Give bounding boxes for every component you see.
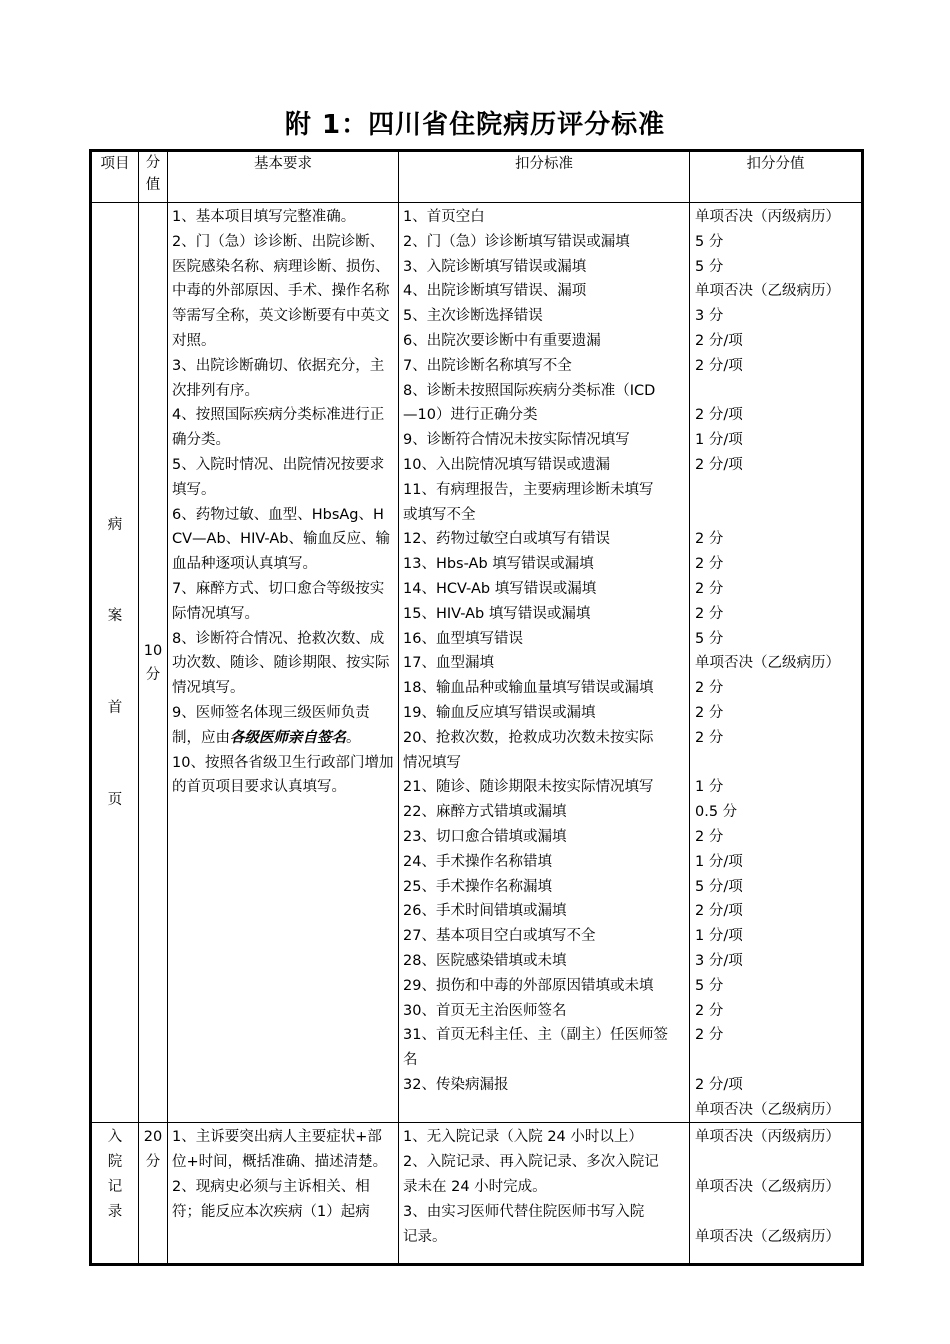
header-score-line2: 值 — [145, 177, 161, 193]
deduction-line: —10）进行正确分类 — [403, 407, 538, 424]
points-line — [695, 379, 857, 404]
points-line: 5 分 — [695, 977, 724, 994]
scoring-table — [89, 149, 864, 1266]
points-line: 2 分/项 — [695, 903, 743, 920]
deduction-line: 录未在 24 小时完成。 — [403, 1179, 547, 1196]
deduction-line: 30、首页无主治医师签名 — [403, 1002, 567, 1019]
category-char: 案 — [107, 608, 123, 625]
requirement-item — [172, 503, 394, 577]
deduction-line: 9、诊断符合情况未按实际情况填写 — [403, 432, 630, 449]
points-line: 3 分/项 — [695, 952, 743, 969]
deduction-line: 16、血型填写错误 — [403, 630, 523, 647]
deduction-line: 25、手术操作名称漏填 — [403, 878, 552, 895]
header-score — [139, 151, 168, 203]
requirement-text-end: 。 — [346, 729, 361, 746]
points-line: 2 分 — [695, 828, 724, 845]
deduction-line: 3、入院诊断填写错误或漏填 — [403, 258, 587, 275]
deduction-line: 14、HCV-Ab 填写错误或漏填 — [403, 580, 597, 597]
requirement-item: 2、现病史必须与主诉相关、相符；能反应本次疾病（1）起病 — [172, 1179, 370, 1220]
category-char: 入 — [107, 1129, 123, 1146]
table-row-admission-record — [91, 1123, 863, 1265]
deduction-line: 17、血型漏填 — [403, 655, 494, 672]
deduction-line: 名 — [403, 1052, 418, 1069]
header-deduction-criteria: 扣分标准 — [399, 151, 690, 203]
points-line: 1 分 — [695, 779, 724, 796]
deduction-line: 27、基本项目空白或填写不全 — [403, 928, 596, 945]
requirement-item: 1、主诉要突出病人主要症状+部位+时间，概括准确、描述清楚。 — [172, 1129, 388, 1171]
score-unit: 分 — [145, 1154, 161, 1171]
deduction-line: 情况填写 — [403, 754, 461, 771]
points-line: 5 分 — [695, 233, 724, 250]
requirement-text: 6、药物过敏、血型、HbsAg、HCV—Ab、HIV-Ab、输血反应、输血品种逐项认真填写。 — [172, 506, 390, 573]
points-line: 2 分 — [695, 729, 724, 746]
requirement-item — [172, 230, 394, 354]
deduction-line: 31、首页无科主任、主（副主）任医师签 — [403, 1027, 668, 1044]
deduction-line: 23、切口愈合错填或漏填 — [403, 828, 567, 845]
deduction-line: 28、医院感染错填或未填 — [403, 952, 567, 969]
points-line: 单项否决（乙级病历） — [695, 283, 840, 300]
score-front-page — [139, 203, 168, 1123]
points-line — [695, 1200, 857, 1225]
points-admission-record — [690, 1123, 863, 1265]
points-line: 5 分/项 — [695, 878, 743, 895]
requirement-item — [172, 403, 394, 453]
points-line — [695, 1150, 857, 1175]
header-score-line1: 分 — [145, 155, 161, 171]
deduction-line: 22、麻醉方式错填或漏填 — [403, 804, 567, 821]
requirement-text: 3、出院诊断确切、依据充分，主次排列有序。 — [172, 357, 385, 399]
points-line — [695, 1048, 857, 1073]
category-admission-record — [91, 1123, 139, 1265]
header-deduction-points: 扣分分值 — [690, 151, 863, 203]
points-line: 2 分 — [695, 704, 724, 721]
deduction-line: 1、首页空白 — [403, 209, 485, 225]
requirement-item — [172, 701, 394, 751]
deduction-line: 2、入院记录、再入院记录、多次入院记 — [403, 1154, 659, 1171]
points-line: 2 分 — [695, 680, 724, 697]
points-line: 2 分 — [695, 580, 724, 597]
requirement-item — [172, 751, 394, 801]
score-value: 20 — [143, 1129, 163, 1146]
category-front-page — [91, 203, 139, 1123]
points-line: 单项否决（乙级病历） — [695, 1228, 840, 1245]
points-line: 2 分/项 — [695, 456, 743, 473]
points-line: 单项否决（乙级病历） — [695, 1101, 840, 1118]
points-front-page — [690, 203, 863, 1123]
requirement-item — [172, 205, 394, 230]
requirement-text: 4、按照国际疾病分类标准进行正确分类。 — [172, 407, 385, 449]
deduction-line: 或填写不全 — [403, 506, 476, 523]
requirement-text: 5、入院时情况、出院情况按要求填写。 — [172, 456, 385, 498]
requirement-text: 9、医师签名体现三级医师负责制，应由 — [172, 704, 370, 746]
deduction-line: 12、药物过敏空白或填写有错误 — [403, 531, 610, 548]
page-title: 附 1：四川省住院病历评分标准 — [284, 110, 666, 140]
requirement-text: 8、诊断符合情况、抢救次数、成功次数、随诊、随诊期限、按实际情况填写。 — [172, 630, 390, 697]
deduction-line: 11、有病理报告，主要病理诊断未填写 — [403, 481, 654, 498]
requirement-item — [172, 577, 394, 627]
points-line: 2 分 — [695, 531, 724, 548]
points-line: 2 分/项 — [695, 407, 743, 424]
category-char: 录 — [107, 1203, 123, 1220]
points-line — [695, 503, 857, 528]
requirement-item — [172, 627, 394, 701]
points-line: 2 分/项 — [695, 357, 743, 374]
score-value: 10 — [143, 642, 163, 659]
requirement-text: 10、按照各省级卫生行政部门增加的首页项目要求认真填写。 — [172, 754, 394, 796]
deduction-line: 4、出院诊断填写错误、漏项 — [403, 283, 587, 300]
table-header-row — [91, 151, 863, 203]
deduction-line: 20、抢救次数，抢救成功次数未按实际 — [403, 729, 654, 746]
deduction-line: 5、主次诊断选择错误 — [403, 308, 543, 325]
points-line: 2 分/项 — [695, 1076, 743, 1093]
header-item: 项目 — [91, 151, 139, 203]
points-line: 2 分/项 — [695, 332, 743, 349]
points-line: 3 分 — [695, 308, 724, 325]
deduction-line: 2、门（急）诊诊断填写错误或漏填 — [403, 233, 630, 250]
category-char: 页 — [107, 791, 123, 808]
deduction-line: 1、无入院记录（入院 24 小时以上） — [403, 1129, 643, 1146]
score-unit: 分 — [145, 666, 161, 683]
score-admission-record — [139, 1123, 168, 1265]
category-char: 病 — [107, 516, 123, 533]
deduction-line: 32、传染病漏报 — [403, 1076, 509, 1093]
points-line: 5 分 — [695, 258, 724, 275]
deduction-line: 18、输血品种或输血量填写错误或漏填 — [403, 680, 654, 697]
points-line — [695, 751, 857, 776]
requirement-emphasis: 各级医师亲自签名 — [230, 729, 346, 746]
points-line: 1 分/项 — [695, 432, 743, 449]
points-line: 2 分 — [695, 1002, 724, 1019]
requirement-item — [172, 354, 394, 404]
requirement-text: 1、基本项目填写完整准确。 — [172, 209, 356, 225]
deduction-line: 26、手术时间错填或漏填 — [403, 903, 567, 920]
deduction-line: 15、HIV-Ab 填写错误或漏填 — [403, 605, 591, 622]
header-basic-requirements: 基本要求 — [168, 151, 399, 203]
points-line: 1 分/项 — [695, 928, 743, 945]
points-line: 2 分 — [695, 1027, 724, 1044]
requirement-item — [172, 453, 394, 503]
requirements-front-page — [168, 203, 399, 1123]
points-line: 单项否决（丙级病历） — [695, 209, 840, 225]
deduction-line: 6、出院次要诊断中有重要遗漏 — [403, 332, 601, 349]
category-char: 首 — [107, 700, 123, 717]
points-line: 0.5 分 — [695, 804, 738, 821]
requirement-text: 7、麻醉方式、切口愈合等级按实际情况填写。 — [172, 580, 385, 622]
table-row-front-page — [91, 203, 863, 1123]
deduction-line: 13、Hbs-Ab 填写错误或漏填 — [403, 556, 594, 573]
deduction-line: 19、输血反应填写错误或漏填 — [403, 704, 596, 721]
deduction-line: 7、出院诊断名称填写不全 — [403, 357, 572, 374]
points-line: 2 分 — [695, 556, 724, 573]
points-line — [695, 478, 857, 503]
points-line: 单项否决（乙级病历） — [695, 655, 840, 672]
deductions-front-page — [399, 203, 690, 1123]
deduction-line: 10、入出院情况填写错误或遗漏 — [403, 456, 610, 473]
category-char: 记 — [107, 1179, 123, 1196]
deductions-admission-record — [399, 1123, 690, 1265]
deduction-line: 记录。 — [403, 1228, 447, 1245]
points-line: 1 分/项 — [695, 853, 743, 870]
deduction-line: 29、损伤和中毒的外部原因错填或未填 — [403, 977, 654, 994]
requirement-text: 2、门（急）诊诊断、出院诊断、医院感染名称、病理诊断、损伤、中毒的外部原因、手术、操作名称等需写全称，英文诊断要有中英文对照。 — [172, 233, 390, 349]
deduction-line: 3、由实习医师代替住院医师书写入院 — [403, 1203, 645, 1220]
deduction-line: 8、诊断未按照国际疾病分类标准（ICD — [403, 382, 656, 399]
points-line: 2 分 — [695, 605, 724, 622]
points-line: 单项否决（丙级病历） — [695, 1129, 840, 1146]
points-line: 5 分 — [695, 630, 724, 647]
points-line: 单项否决（乙级病历） — [695, 1179, 840, 1196]
deduction-line: 24、手术操作名称错填 — [403, 853, 552, 870]
requirements-admission-record — [168, 1123, 399, 1265]
deduction-line: 21、随诊、随诊期限未按实际情况填写 — [403, 779, 654, 796]
category-char: 院 — [107, 1154, 123, 1171]
